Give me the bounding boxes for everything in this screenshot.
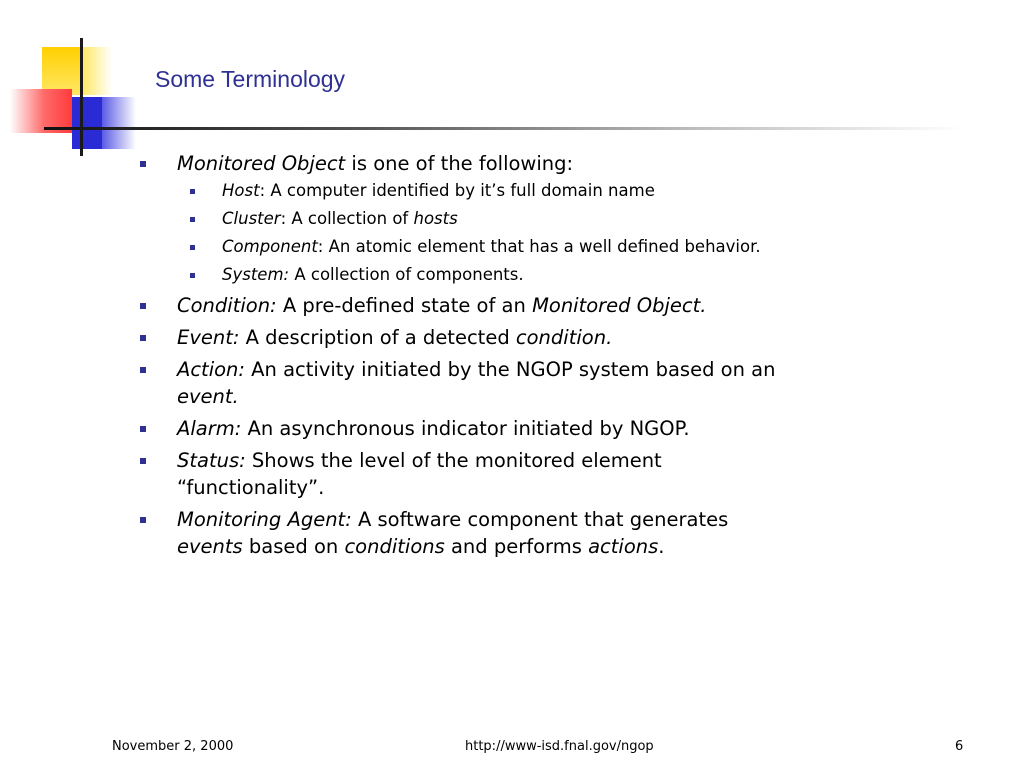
square-bullet-icon bbox=[140, 517, 146, 523]
square-bullet-icon bbox=[190, 273, 195, 278]
definition-text: An asynchronous indicator initiated by NGOP. bbox=[241, 417, 690, 440]
term-host: Host bbox=[222, 181, 260, 200]
emphasis-text: Monitored Object. bbox=[532, 294, 707, 317]
emphasis-text: event. bbox=[177, 385, 239, 408]
square-bullet-icon bbox=[140, 458, 146, 464]
square-bullet-icon bbox=[140, 303, 146, 309]
square-bullet-icon bbox=[190, 245, 195, 250]
sub-bullet-component bbox=[222, 235, 792, 259]
footer-date: November 2, 2000 bbox=[112, 739, 234, 754]
bullet-monitoring-agent bbox=[0, 506, 787, 560]
emphasis-text: actions bbox=[588, 535, 659, 558]
definition-text: . bbox=[658, 535, 665, 558]
decorative-logo bbox=[0, 0, 150, 170]
sub-bullet-list bbox=[177, 179, 787, 287]
bullet-alarm bbox=[0, 415, 787, 442]
sub-bullet-system bbox=[222, 263, 792, 287]
logo-vertical-line bbox=[80, 38, 83, 156]
definition-text: is one of the following: bbox=[345, 152, 574, 175]
bullet-event bbox=[0, 324, 787, 351]
definition-text: based on bbox=[242, 535, 345, 558]
definition-text: A description of a detected bbox=[239, 326, 516, 349]
slide-body bbox=[0, 150, 1024, 565]
emphasis-text: condition. bbox=[515, 326, 613, 349]
term-status: Status: bbox=[177, 449, 246, 472]
logo-yellow-square bbox=[42, 47, 82, 95]
emphasis-text: events bbox=[177, 535, 243, 558]
term-cluster: Cluster bbox=[222, 209, 281, 228]
term-monitored-object: Monitored Object bbox=[177, 152, 346, 175]
square-bullet-icon bbox=[190, 217, 195, 222]
bullet-monitored-object bbox=[0, 150, 787, 287]
definition-text: A collection of components. bbox=[289, 265, 524, 284]
definition-text: A pre-defined state of an bbox=[276, 294, 533, 317]
definition-text: and performs bbox=[444, 535, 589, 558]
term-alarm: Alarm: bbox=[177, 417, 242, 440]
definition-text: A software component that generates bbox=[351, 508, 729, 531]
sub-bullet-host bbox=[222, 179, 792, 203]
definition-text: : A computer identified by it’s full domain name bbox=[259, 181, 655, 200]
term-event: Event: bbox=[177, 326, 240, 349]
term-component: Component bbox=[222, 237, 318, 256]
definition-text: Shows the level of the monitored element “functionality”. bbox=[177, 449, 662, 499]
bullet-list bbox=[0, 150, 1024, 560]
bullet-action bbox=[0, 356, 787, 410]
term-system: System: bbox=[222, 265, 290, 284]
square-bullet-icon bbox=[190, 189, 195, 194]
title-underline bbox=[44, 127, 964, 130]
bullet-condition bbox=[0, 292, 787, 319]
term-action: Action: bbox=[177, 358, 245, 381]
sub-bullet-cluster bbox=[222, 207, 792, 231]
definition-text: : An atomic element that has a well defined behavior. bbox=[317, 237, 761, 256]
logo-blue-square bbox=[72, 97, 102, 149]
footer-page-number: 6 bbox=[955, 739, 964, 754]
footer-url: http://www-isd.fnal.gov/ngop bbox=[465, 739, 654, 754]
term-monitoring-agent: Monitoring Agent: bbox=[177, 508, 352, 531]
logo-blue-fade bbox=[102, 97, 136, 149]
term-condition: Condition: bbox=[177, 294, 277, 317]
square-bullet-icon bbox=[140, 426, 146, 432]
emphasis-text: hosts bbox=[413, 209, 458, 228]
square-bullet-icon bbox=[140, 367, 146, 373]
definition-text: : A collection of bbox=[280, 209, 414, 228]
logo-yellow-fade bbox=[82, 47, 112, 95]
emphasis-text: conditions bbox=[344, 535, 445, 558]
definition-text: An activity initiated by the NGOP system based on an bbox=[244, 358, 776, 381]
bullet-status bbox=[0, 447, 787, 501]
slide-title: Some Terminology bbox=[155, 66, 346, 92]
square-bullet-icon bbox=[140, 161, 146, 167]
square-bullet-icon bbox=[140, 335, 146, 341]
